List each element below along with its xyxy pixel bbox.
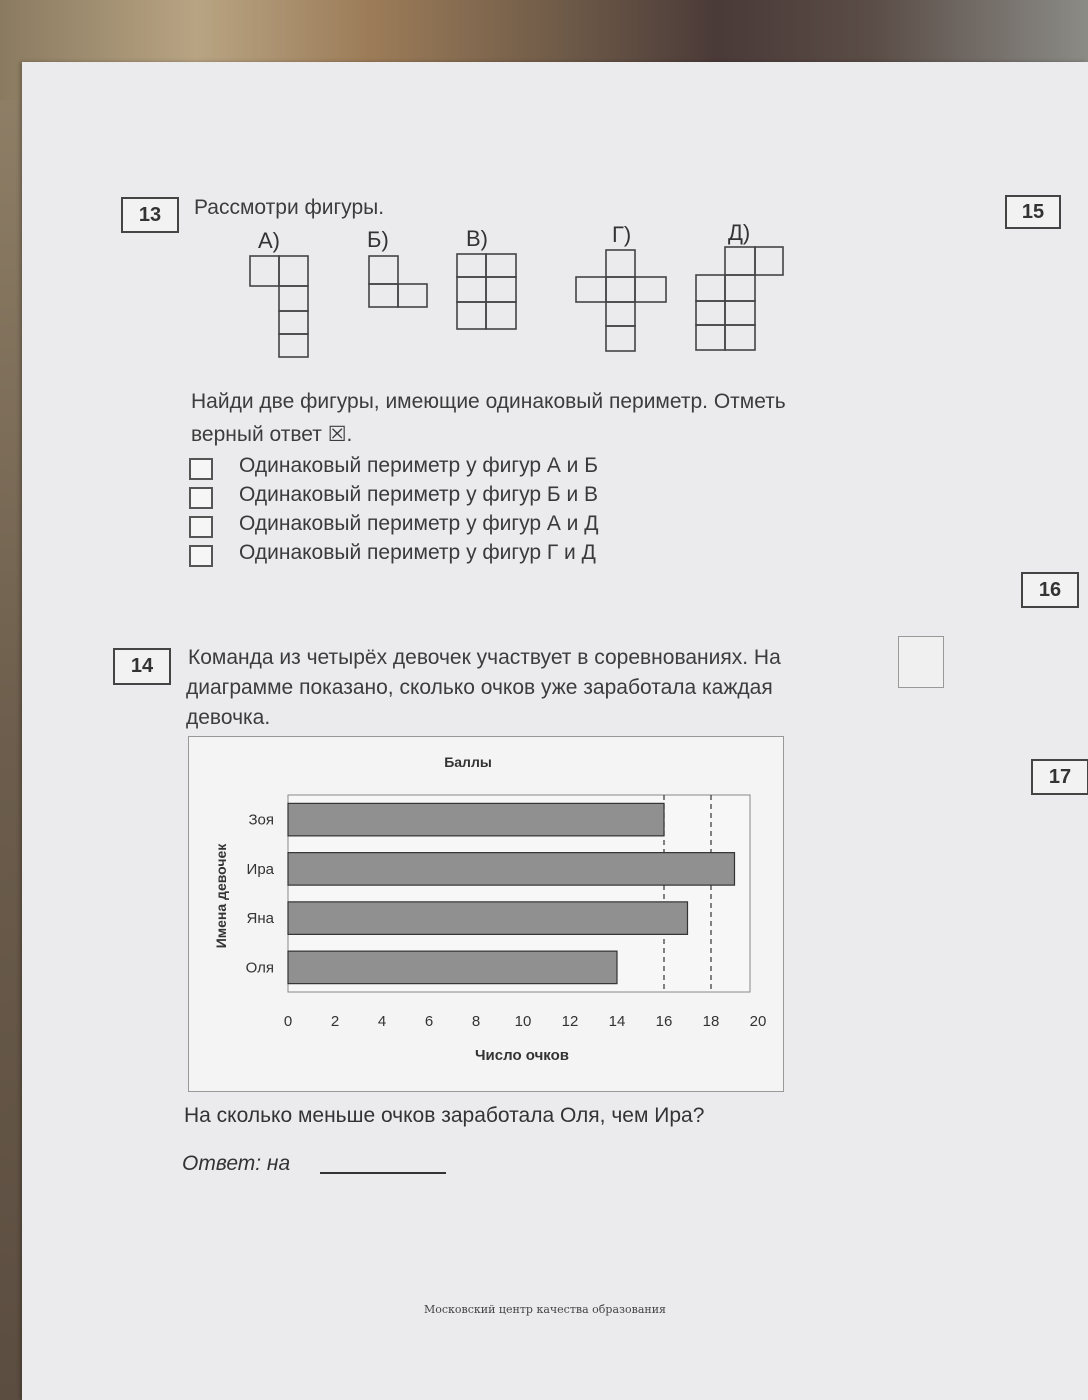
xtick-label-10: 10 [514,1013,532,1030]
xtick-label-14: 14 [608,1013,626,1030]
shape-label-g: Г) [612,222,632,247]
figure-a [250,256,308,357]
task-17-number: 17 [1031,759,1088,795]
xtick-label-18: 18 [702,1013,720,1030]
category-label-4: Оля [245,959,274,977]
shape-label-d: Д) [728,220,751,245]
option-checkbox-2[interactable] [189,487,213,509]
category-label-3: Яна [246,910,274,928]
xtick-label-6: 6 [424,1013,434,1030]
category-label-1: Зоя [248,811,274,829]
shape-label-b: Б) [367,227,389,252]
figure-b [369,256,427,307]
chart-xlabel: Число очков [475,1047,569,1064]
option-checkbox-4[interactable] [189,545,213,567]
task-14-text-line1: Команда из четырёх девочек участвует в соревнованиях. На [188,646,781,669]
answer-prefix: Ответ: на [182,1152,291,1175]
task-15-number: 15 [1005,195,1061,229]
task-14-question: На сколько меньше очков заработала Оля, чем Ира? [184,1104,705,1127]
option-checkbox-3[interactable] [189,516,213,538]
xtick-label-16: 16 [655,1013,673,1030]
option-label-4: Одинаковый периметр у фигур Г и Д [239,541,596,564]
bar-2 [288,853,735,886]
task-14-text-line2: диаграмме показано, сколько очков уже заработала каждая [186,676,773,699]
category-label-2: Ира [246,860,274,878]
bar-4 [288,951,617,984]
xtick-label-4: 4 [377,1013,387,1030]
bar-1 [288,803,664,836]
shape-label-v: В) [466,226,488,251]
xtick-label-20: 20 [749,1013,767,1030]
task-13-question-line2: верный ответ ☒. [191,423,353,446]
figure-g [576,250,666,351]
score-box [898,636,944,688]
xtick-label-12: 12 [561,1013,579,1030]
option-label-2: Одинаковый периметр у фигур Б и В [239,483,599,506]
xtick-label-8: 8 [471,1013,481,1030]
figure-v [457,254,516,329]
task-13-title: Рассмотри фигуры. [194,196,385,219]
task-13-question-line1: Найди две фигуры, имеющие одинаковый периметр. Отметь [191,390,786,413]
answer-line[interactable] [320,1172,446,1174]
task-13-number: 13 [121,197,179,233]
chart-ylabel: Имена девочек [213,843,229,949]
xtick-label-0: 0 [283,1013,293,1030]
option-checkbox-1[interactable] [189,458,213,480]
task-14-number: 14 [113,648,171,685]
footer-text: Московский центр качества образования [424,1303,666,1316]
option-label-1: Одинаковый периметр у фигур А и Б [239,454,599,477]
figure-d [696,247,783,350]
shape-label-a: А) [258,228,280,253]
bar-3 [288,902,688,935]
task-16-number: 16 [1021,572,1079,608]
figures-drawing [0,0,1088,400]
bar-chart [188,736,782,1090]
chart-title: Баллы [444,754,492,770]
xtick-label-2: 2 [330,1013,340,1030]
task-14-text-line3: девочка. [186,706,271,729]
option-label-3: Одинаковый периметр у фигур А и Д [239,512,599,535]
